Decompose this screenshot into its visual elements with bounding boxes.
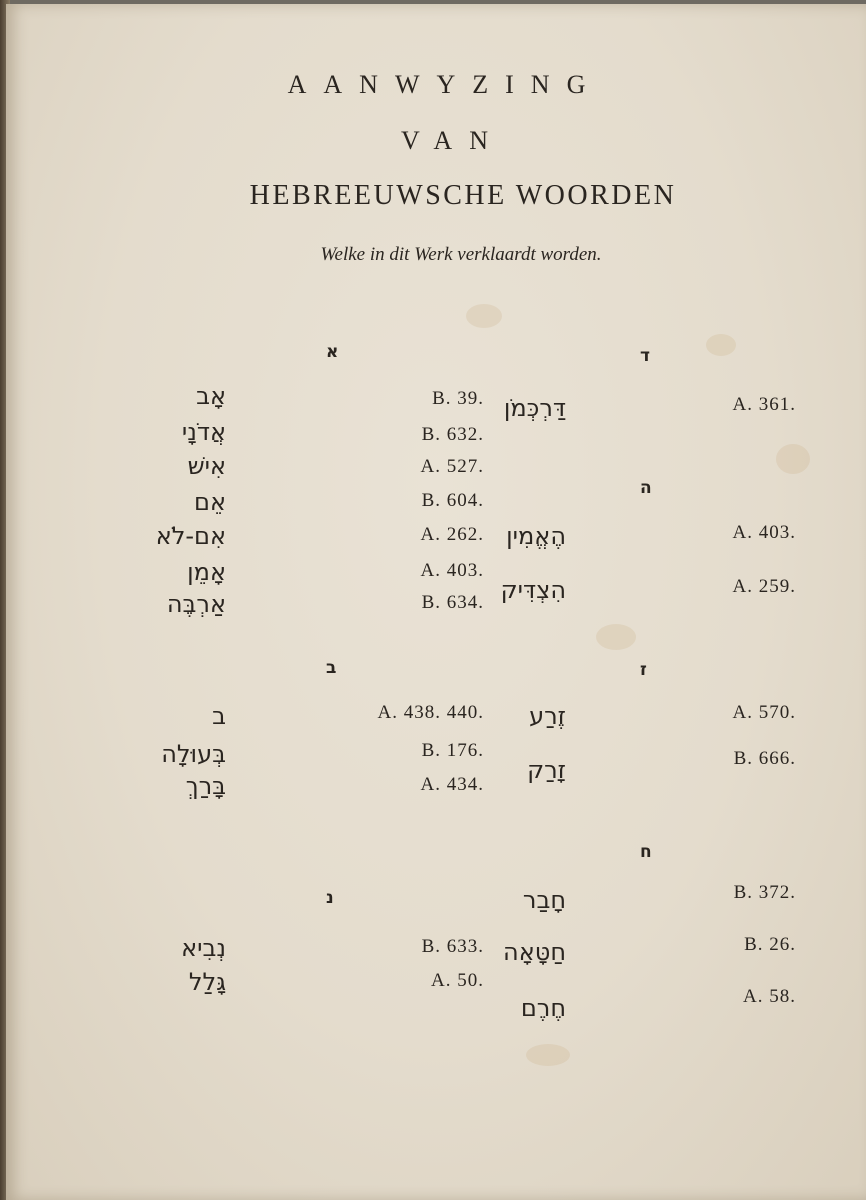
section-letter-nun: נ xyxy=(326,888,334,908)
page-reference: A. 259. xyxy=(732,576,796,597)
paper-stain xyxy=(466,304,502,328)
headword: חַטָּאָה xyxy=(503,938,566,966)
section-letter-dalet: ד xyxy=(640,346,650,366)
page-reference: A. 403. xyxy=(420,560,484,581)
page-reference: B. 633. xyxy=(421,936,484,957)
headword: זָרַק xyxy=(527,756,566,784)
page-reference: B. 666. xyxy=(733,748,796,769)
headword: חָבַר xyxy=(522,886,566,914)
page-reference: A. 570. xyxy=(732,702,796,723)
headword: אִם-לֹא xyxy=(155,522,226,550)
headword: בְּעוּלָה xyxy=(161,740,226,768)
page-reference: B. 604. xyxy=(421,490,484,511)
page-reference: A. 262. xyxy=(420,524,484,545)
page-reference: A. 58. xyxy=(743,986,796,1007)
headword: אֲדֹנָי xyxy=(181,418,226,446)
page-subtitle: Welke in dit Werk verklaardt worden. xyxy=(320,244,602,265)
headword: הֶאֱמִין xyxy=(506,522,566,550)
paper-stain xyxy=(526,1044,570,1066)
page-reference: A. 361. xyxy=(732,394,796,415)
section-letter-he: ה xyxy=(640,478,652,498)
paper-stain xyxy=(596,624,636,650)
headword: בָּרַךְ xyxy=(185,772,226,800)
headword: ב xyxy=(212,702,226,730)
page-reference: A. 527. xyxy=(420,456,484,477)
headword: אָב xyxy=(196,382,226,410)
section-letter-aleph: א xyxy=(326,342,339,362)
headword: אֵם xyxy=(194,488,226,516)
headword: אַרְבֶּה xyxy=(166,590,226,618)
page-title-line-1: AANWYZING xyxy=(287,70,603,99)
page-title-line-2: VAN xyxy=(401,126,505,155)
page-reference: A. 50. xyxy=(431,970,484,991)
headword: נְבִיא xyxy=(181,934,226,962)
page-reference: B. 176. xyxy=(421,740,484,761)
section-letter-het: ח xyxy=(640,842,652,862)
headword: דַּרְכְּמֹן xyxy=(503,394,566,422)
page-title-line-3: HEBREEUWSCHE WOORDEN xyxy=(249,180,677,211)
page-reference: B. 632. xyxy=(421,424,484,445)
headword: זֶרַע xyxy=(529,702,566,730)
paper-stain xyxy=(706,334,736,356)
section-letter-bet: ב xyxy=(326,658,337,678)
page-reference: B. 26. xyxy=(744,934,796,955)
section-letter-zayin: ז xyxy=(640,660,647,680)
headword: גָּלַל xyxy=(188,968,226,996)
headword: אִישׁ xyxy=(187,452,226,480)
headword: אָמֵן xyxy=(187,558,226,586)
page-reference: A. 434. xyxy=(420,774,484,795)
paper-stain xyxy=(776,444,810,474)
headword: חֶרֶם xyxy=(520,994,566,1022)
headword: הִצְדִּיק xyxy=(500,576,566,604)
page-reference: B. 372. xyxy=(733,882,796,903)
page-reference: A. 438. 440. xyxy=(377,702,484,723)
page-reference: B. 634. xyxy=(421,592,484,613)
page-reference: B. 39. xyxy=(432,388,484,409)
page-reference: A. 403. xyxy=(732,522,796,543)
